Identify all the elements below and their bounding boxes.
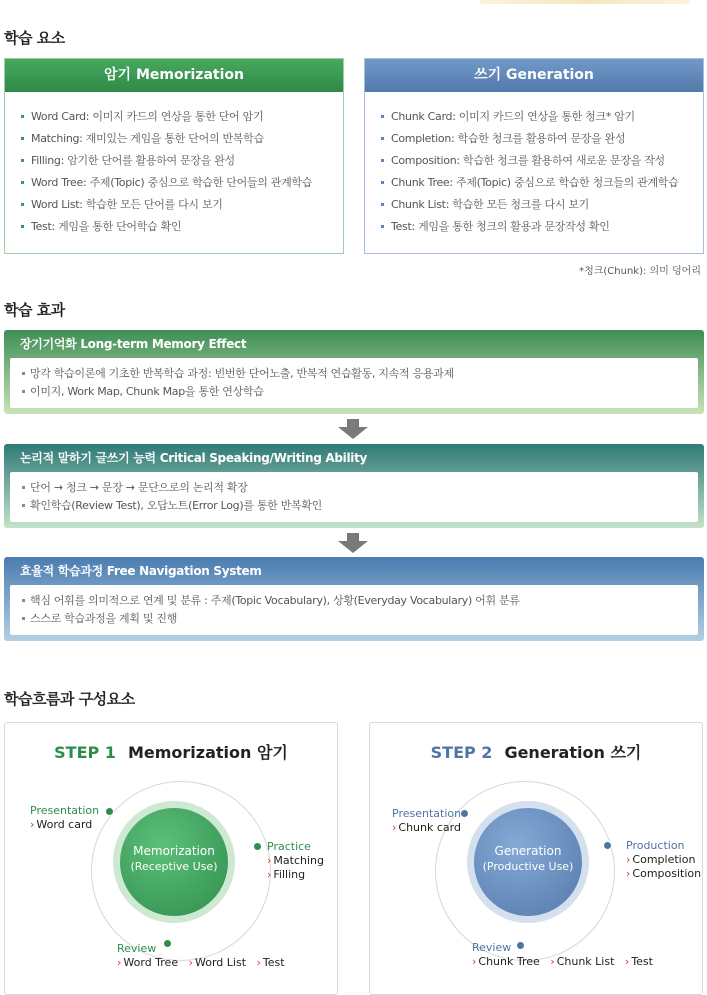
down-arrow-icon — [338, 419, 368, 439]
effect-title: 효율적 학습과정 Free Navigation System — [20, 564, 262, 578]
effect-box-critical — [4, 444, 704, 528]
step-title — [370, 740, 702, 763]
review-label: Review › Word Tree › Word List › Test — [117, 942, 285, 969]
chevron-right-icon: › — [267, 868, 272, 881]
core-label: Memorization — [133, 844, 215, 858]
effect-title: 논리적 말하기 글쓰기 능력 Critical Speaking/Writing Ability — [20, 451, 368, 465]
chevron-right-icon: › — [626, 853, 631, 866]
practice-node — [253, 842, 262, 851]
effect-line: 핵심 어휘를 의미적으로 연계 및 분류 : 주제(Topic Vocabulary), 상황(Everyday Vocabulary) 어휘 분류 — [20, 592, 688, 610]
bullet-icon — [381, 203, 384, 206]
effect-box-navigation — [4, 557, 704, 641]
presentation-node — [460, 809, 469, 818]
bullet-icon — [21, 159, 24, 162]
bullet-icon — [381, 159, 384, 162]
presentation-item: › Word card — [30, 818, 93, 831]
production-label: Production › Completion › Composition — [626, 839, 702, 880]
list-item: Word Tree: 주제(Topic) 중심으로 학습한 단어들의 관계학습 — [19, 172, 343, 194]
effect-body — [10, 472, 698, 522]
production-item: › Composition — [626, 867, 702, 880]
bullet-icon — [22, 504, 25, 507]
list-item: Test: 게임을 통한 단어학습 확인 — [19, 216, 343, 238]
list-item: Word List: 학습한 모든 단어를 다시 보기 — [19, 194, 343, 216]
bullet-icon — [381, 115, 384, 118]
top-decoration — [480, 0, 690, 4]
core-circle — [120, 808, 228, 916]
bullet-icon — [381, 181, 384, 184]
bullet-icon — [381, 225, 384, 228]
bullet-icon — [21, 225, 24, 228]
step-title — [5, 740, 337, 763]
effect-body — [10, 585, 698, 635]
chevron-right-icon: › — [30, 818, 35, 831]
review-label: Review › Chunk Tree › Chunk List › Test — [472, 941, 653, 968]
review-items: › Chunk Tree › Chunk List › Test — [472, 955, 653, 968]
chevron-right-icon: › — [472, 955, 477, 968]
bullet-icon — [22, 486, 25, 489]
chunk-footnote: *청크(Chunk): 의미 덩어리 — [579, 266, 701, 277]
bullet-icon — [21, 181, 24, 184]
step-1-card — [4, 722, 338, 995]
list-item: Test: 게임을 통한 청크의 활용과 문장작성 확인 — [379, 216, 703, 238]
step-2-card — [369, 722, 703, 995]
down-arrow-icon — [338, 533, 368, 553]
list-item: Matching: 재미있는 게임을 통한 단어의 반복학습 — [19, 128, 343, 150]
memorization-header: 암기 Memorization — [5, 59, 343, 92]
effect-body — [10, 358, 698, 408]
review-items: › Word Tree › Word List › Test — [117, 956, 285, 969]
presentation-node — [105, 807, 114, 816]
list-item: Composition: 학습한 청크를 활용하여 새로운 문장을 작성 — [379, 150, 703, 172]
effect-box-memory — [4, 330, 704, 414]
effect-line: 스스로 학습과정을 계획 및 진행 — [20, 610, 688, 628]
chevron-right-icon: › — [624, 955, 630, 968]
bullet-icon — [21, 115, 24, 118]
bullet-icon — [381, 137, 384, 140]
presentation-item: › Chunk card — [392, 821, 461, 834]
core-circle — [474, 808, 582, 916]
chevron-right-icon: › — [550, 955, 555, 968]
step-name: Memorization 암기 — [127, 743, 288, 762]
bullet-icon — [22, 390, 25, 393]
memorization-list — [5, 92, 343, 238]
core-label: Generation — [494, 844, 562, 858]
generation-header: 쓰기 Generation — [365, 59, 703, 92]
bullet-icon — [21, 137, 24, 140]
list-item: Chunk List: 학습한 모든 청크를 다시 보기 — [379, 194, 703, 216]
section-title-effects: 학습 효과 — [4, 301, 65, 319]
section-title-elements: 학습 요소 — [4, 29, 65, 47]
chevron-right-icon: › — [117, 956, 122, 969]
list-item: Chunk Tree: 주제(Topic) 중심으로 학습한 청크들의 관계학습 — [379, 172, 703, 194]
practice-item: › Filling — [267, 868, 306, 881]
list-item: Chunk Card: 이미지 카드의 연상을 통한 청크* 암기 — [379, 106, 703, 128]
chevron-right-icon: › — [392, 821, 397, 834]
effect-line: 망각 학습이론에 기초한 반복학습 과정: 빈번한 단어노출, 반복적 연습활동, 지속적 응용과제 — [20, 365, 688, 383]
core-sublabel: (Receptive Use) — [130, 860, 218, 873]
core-sublabel: (Productive Use) — [482, 860, 574, 873]
effect-line: 이미지, Work Map, Chunk Map을 통한 연상학습 — [20, 383, 688, 401]
step-number: STEP 2 — [430, 743, 493, 762]
memorization-box — [4, 58, 344, 254]
step-number: STEP 1 — [54, 743, 116, 762]
production-node — [603, 841, 612, 850]
list-item: Filling: 암기한 단어를 활용하여 문장을 완성 — [19, 150, 343, 172]
generation-list — [365, 92, 703, 238]
practice-item: › Matching — [267, 854, 324, 867]
chevron-right-icon: › — [626, 867, 631, 880]
presentation-label: Presentation › Word card — [30, 804, 100, 831]
effect-line: 확인학습(Review Test), 오답노트(Error Log)를 통한 반복확인 — [20, 497, 688, 515]
effect-title: 장기기억화 Long-term Memory Effect — [20, 337, 247, 351]
chevron-right-icon: › — [256, 956, 261, 969]
generation-box — [364, 58, 704, 254]
effect-line: 단어 → 청크 → 문장 → 문단으로의 논리적 확장 — [20, 479, 688, 497]
section-title-flow: 학습흐름과 구성요소 — [4, 690, 135, 708]
chevron-right-icon: › — [267, 854, 272, 867]
production-item: › Completion — [626, 853, 696, 866]
presentation-label: Presentation › Chunk card — [392, 807, 462, 834]
step-name: Generation 쓰기 — [504, 743, 642, 762]
bullet-icon — [22, 599, 25, 602]
bullet-icon — [22, 372, 25, 375]
practice-label: Practice › Matching › Filling — [267, 840, 324, 881]
list-item: Word Card: 이미지 카드의 연상을 통한 단어 암기 — [19, 106, 343, 128]
chevron-right-icon: › — [188, 956, 194, 969]
bullet-icon — [21, 203, 24, 206]
bullet-icon — [22, 617, 25, 620]
list-item: Completion: 학습한 청크를 활용하여 문장을 완성 — [379, 128, 703, 150]
